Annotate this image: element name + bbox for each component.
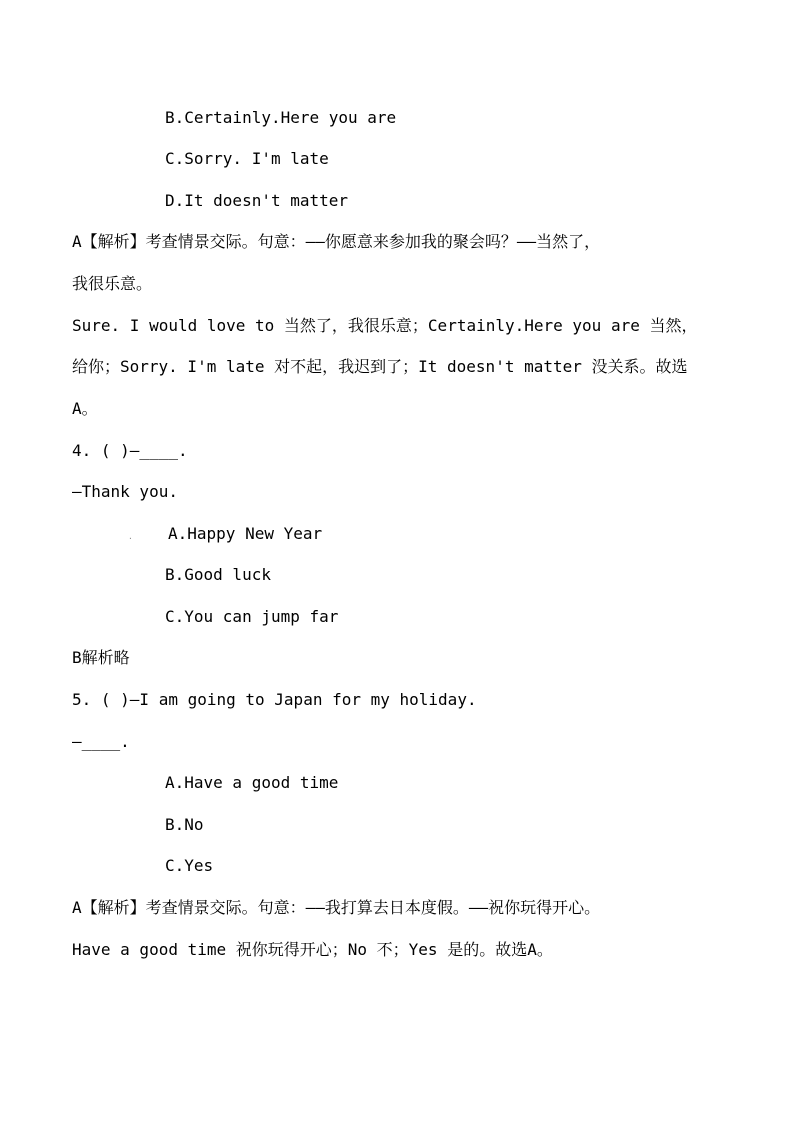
q5-analysis-line-2: Have a good time 祝你玩得开心；No 不；Yes 是的。故选A。: [72, 940, 553, 959]
q3-analysis-line-1: A【解析】考查情景交际。句意：——你愿意来参加我的聚会吗？——当然了，: [72, 232, 601, 251]
q3-analysis-line-3: Sure. I would love to 当然了，我很乐意；Certainly.Here you are 当然，: [72, 316, 698, 335]
q3-option-d: D.It doesn't matter: [165, 191, 349, 210]
q3-analysis-line-5: A。: [72, 399, 98, 418]
q4-stem: 4. ( )—____.: [72, 441, 188, 460]
q5-option-a: A.Have a good time: [165, 773, 339, 792]
q5-reply: —____.: [72, 732, 130, 751]
q4-option-b: B.Good luck: [165, 565, 271, 584]
q5-option-c: C.Yes: [165, 856, 214, 875]
q3-analysis-line-4: 给你；Sorry. I'm late 对不起，我迟到了；It doesn't matter 没关系。故选: [72, 357, 688, 376]
q5-option-b: B.No: [165, 815, 204, 834]
stray-dot: ·: [128, 534, 133, 543]
q4-analysis: B解析略: [72, 648, 130, 667]
q4-option-c: C.You can jump far: [165, 607, 339, 626]
q4-option-a: A.Happy New Year: [168, 524, 323, 543]
q5-stem: 5. ( )—I am going to Japan for my holiday.: [72, 690, 477, 709]
q4-reply: —Thank you.: [72, 482, 178, 501]
q5-analysis-line-1: A【解析】考查情景交际。句意：——我打算去日本度假。——祝你玩得开心。: [72, 898, 601, 917]
q3-option-c: C.Sorry. I'm late: [165, 149, 329, 168]
q3-analysis-line-2: 我很乐意。: [72, 274, 153, 293]
q3-option-b: B.Certainly.Here you are: [165, 108, 397, 127]
